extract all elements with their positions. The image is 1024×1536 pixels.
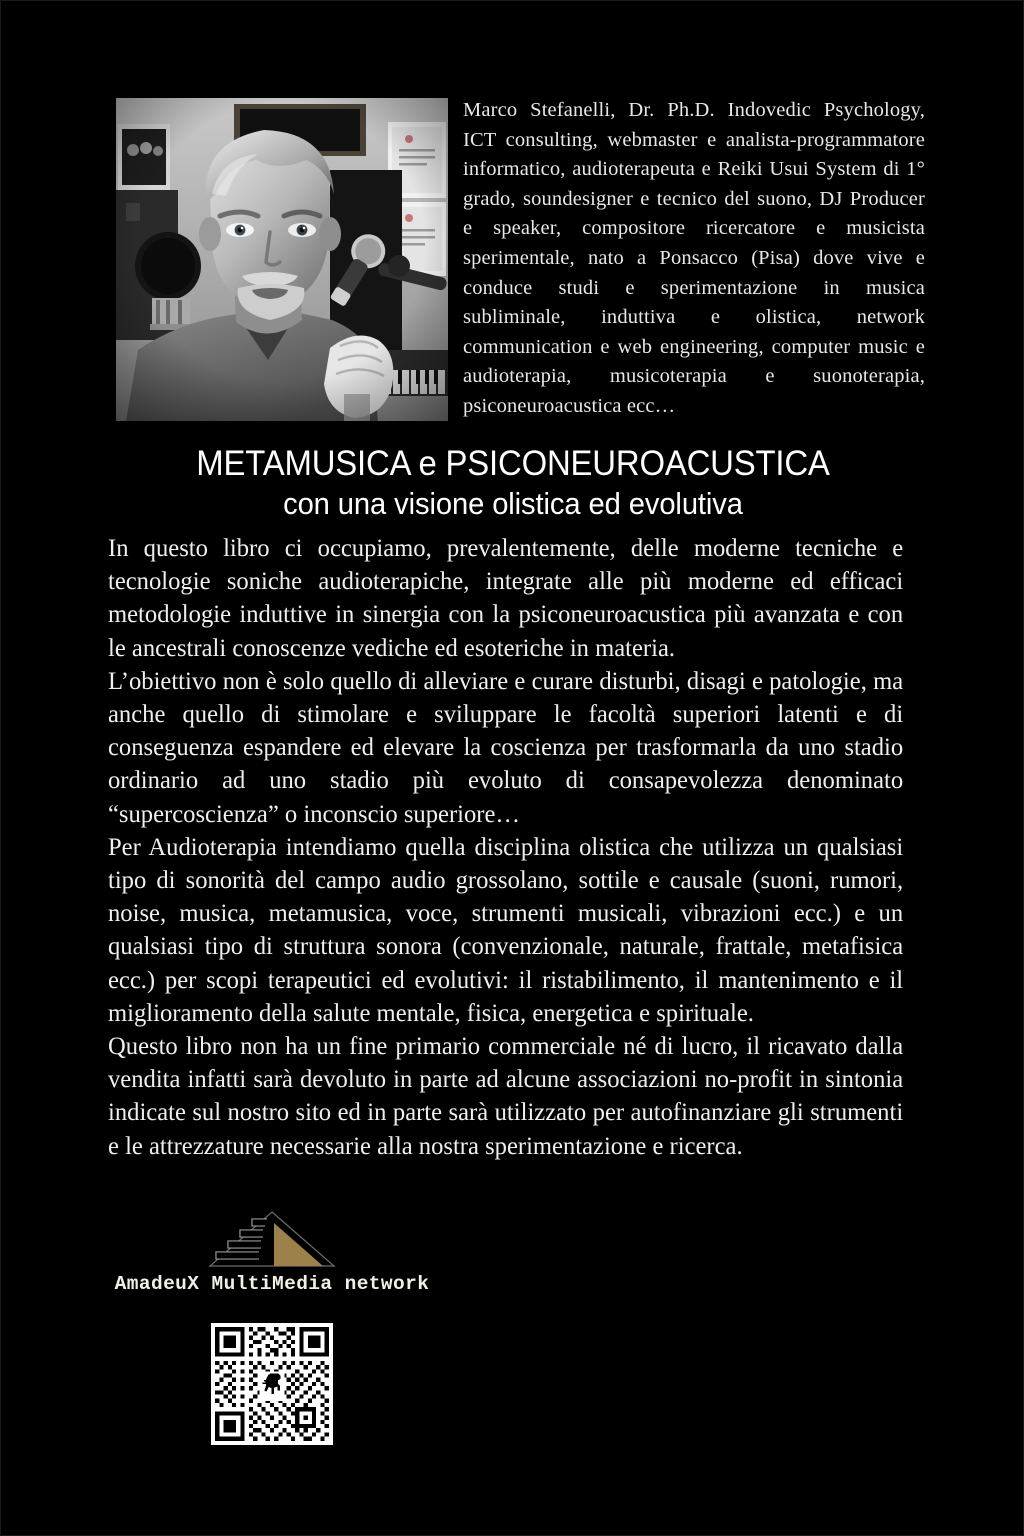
back-cover-blurb [108,531,932,1162]
blurb-paragraph: L’obiettivo non è solo quello di alleviare e curare disturbi, disagi e patologie, ma anche quello di stimolare e sviluppare le facoltà superiori latenti e di conseguenza espandere ed elevare la coscienza per trasformarla da uno stadio ordinario ad uno stadio più evoluto di consapevolezza denominato “supercoscienza” o inconscio superiore… [108,665,904,828]
book-subtitle: con una visione olistica ed evolutiva [283,486,743,521]
blurb-paragraph: Questo libro non ha un fine primario commerciale né di lucro, il ricavato dalla vendita infatti sarà devoluto in parte ad alcune associazioni no-profit in sintonia indicate sul nostro sito ed in parte sarà utilizzato per autofinanziare gli strumenti e le attrezzature necessarie alla nostra sperimentazione e ricerca. [108,1031,904,1160]
blurb-paragraph: Per Audioterapia intendiamo quella disciplina olistica che utilizza un qualsiasi tipo di sonorità del campo audio grossolano, sottile e causale (suoni, rumori, noise, musica, metamusica, voce, strumenti musicali, vibrazioni ecc.) e un qualsiasi tipo di struttura sonora (convenzionale, naturale, frattale, metafisica ecc.) per scopi terapeutici ed evolutivi: il ristabilimento, il mantenimento e il miglioramento della salute mentale, fisica, energetica e spirituale. [108,831,904,1027]
author-portrait [116,98,448,421]
author-bio: Marco Stefanelli, Dr. Ph.D. Indovedic Psychology, ICT consulting, webmaster e analista-programmatore informatico, audioterapeuta e Reiki Usui System di 1° grado, soundesigner e tecnico del suono, DJ Producer e speaker, compositore ricercatore e musicista sperimentale, nato a Ponsacco (Pisa) dove vive e conduce studi e sperimentazione in musica subliminale, induttiva e olistica, network communication e web engineering, computer music e audioterapia, musicoterapia e suonoterapia, psiconeuroacustica ecc… [463,99,925,417]
qr-code[interactable] [211,1323,333,1445]
author-portrait-image [116,98,448,421]
stepped-pyramid-icon [107,1209,437,1271]
publisher-name: AmadeuX MultiMedia network [114,1273,430,1295]
blurb-paragraph: In questo libro ci occupiamo, prevalentemente, delle moderne tecniche e tecnologie soniche audioterapiche, integrate alle più moderne ed efficaci metodologie induttive in sinergia con la psiconeuroacustica più avanzata e con le ancestrali conoscenze vediche ed esoteriche in materia. [108,533,904,662]
book-title: METAMUSICA e PSICONEUROACUSTICA [196,444,830,483]
publisher-logo-block [107,1209,437,1295]
qr-code-image[interactable] [211,1323,333,1445]
title-block [1,443,1024,523]
